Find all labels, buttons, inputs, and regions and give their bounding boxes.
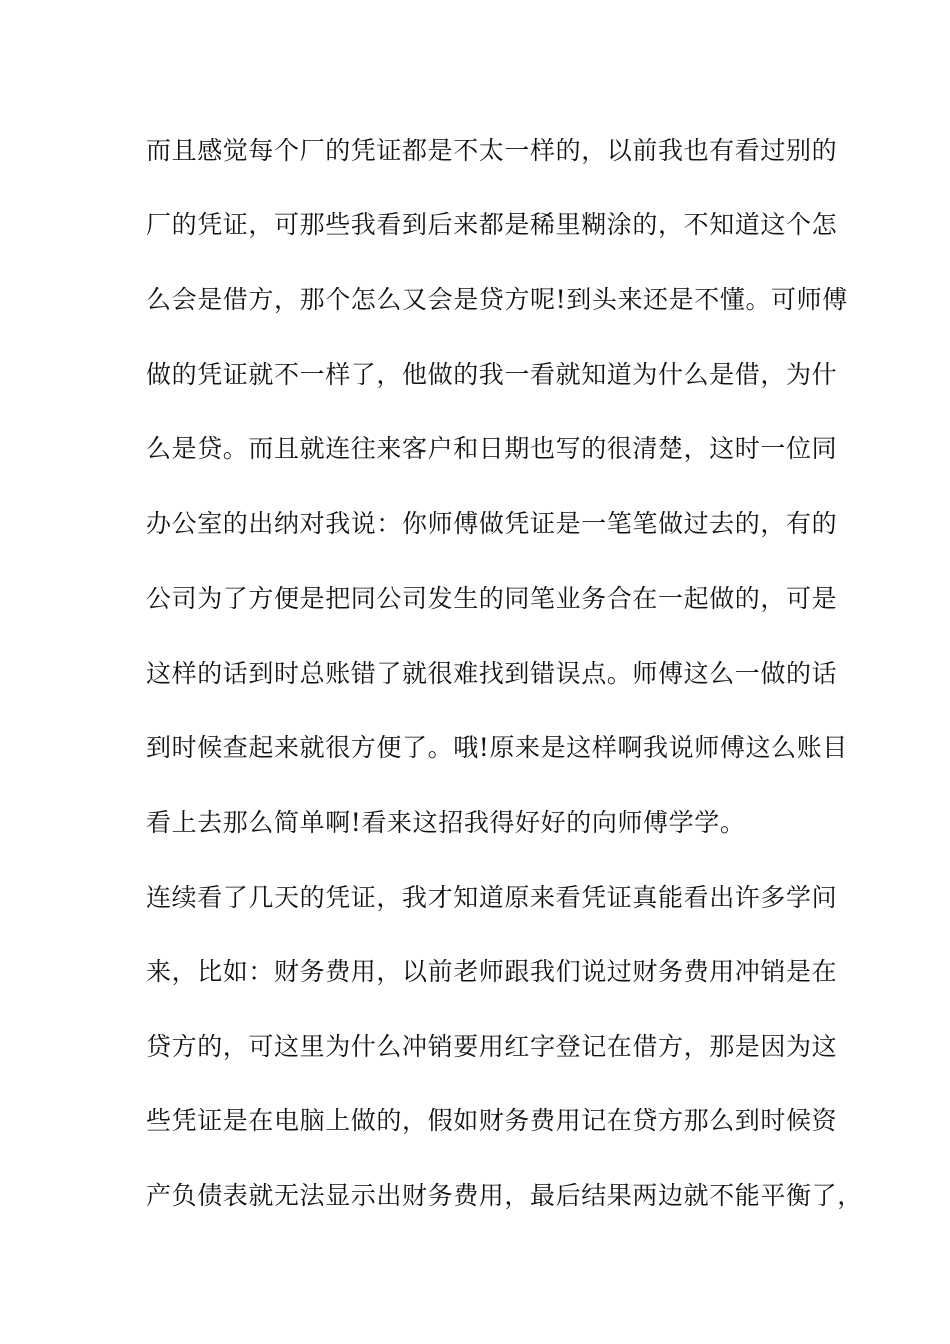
text-line: 些凭证是在电脑上做的，假如财务费用记在贷方那么到时候资: [146, 1106, 838, 1135]
text-line: 厂的凭证，可那些我看到后来都是稀里糊涂的，不知道这个怎: [146, 210, 838, 239]
text-line: 连续看了几天的凭证，我才知道原来看凭证真能看出许多学问: [146, 883, 838, 912]
text-line: 公司为了方便是把同公司发生的同笔业务合在一起做的，可是: [146, 584, 838, 613]
text-line: 产负债表就无法显示出财务费用，最后结果两边就不能平衡了，: [146, 1181, 863, 1210]
text-line: 这样的话到时总账错了就很难找到错误点。师傅这么一做的话: [146, 659, 838, 688]
text-line: 贷方的，可这里为什么冲销要用红字登记在借方，那是因为这: [146, 1032, 838, 1061]
text-line: 看上去那么简单啊!看来这招我得好好的向师傅学学。: [146, 808, 746, 837]
text-line: 来，比如：财务费用，以前老师跟我们说过财务费用冲销是在: [146, 957, 838, 986]
text-line: 做的凭证就不一样了，他做的我一看就知道为什么是借，为什: [146, 360, 838, 389]
text-line: 么会是借方，那个怎么又会是贷方呢!到头来还是不懂。可师傅: [146, 285, 848, 314]
text-line: 办公室的出纳对我说：你师傅做凭证是一笔笔做过去的，有的: [146, 509, 838, 538]
text-line: 么是贷。而且就连往来客户和日期也写的很清楚，这时一位同: [146, 434, 838, 463]
text-line: 而且感觉每个厂的凭证都是不太一样的，以前我也有看过别的: [146, 136, 838, 165]
text-line: 到时候查起来就很方便了。哦!原来是这样啊我说师傅这么账目: [146, 733, 848, 762]
